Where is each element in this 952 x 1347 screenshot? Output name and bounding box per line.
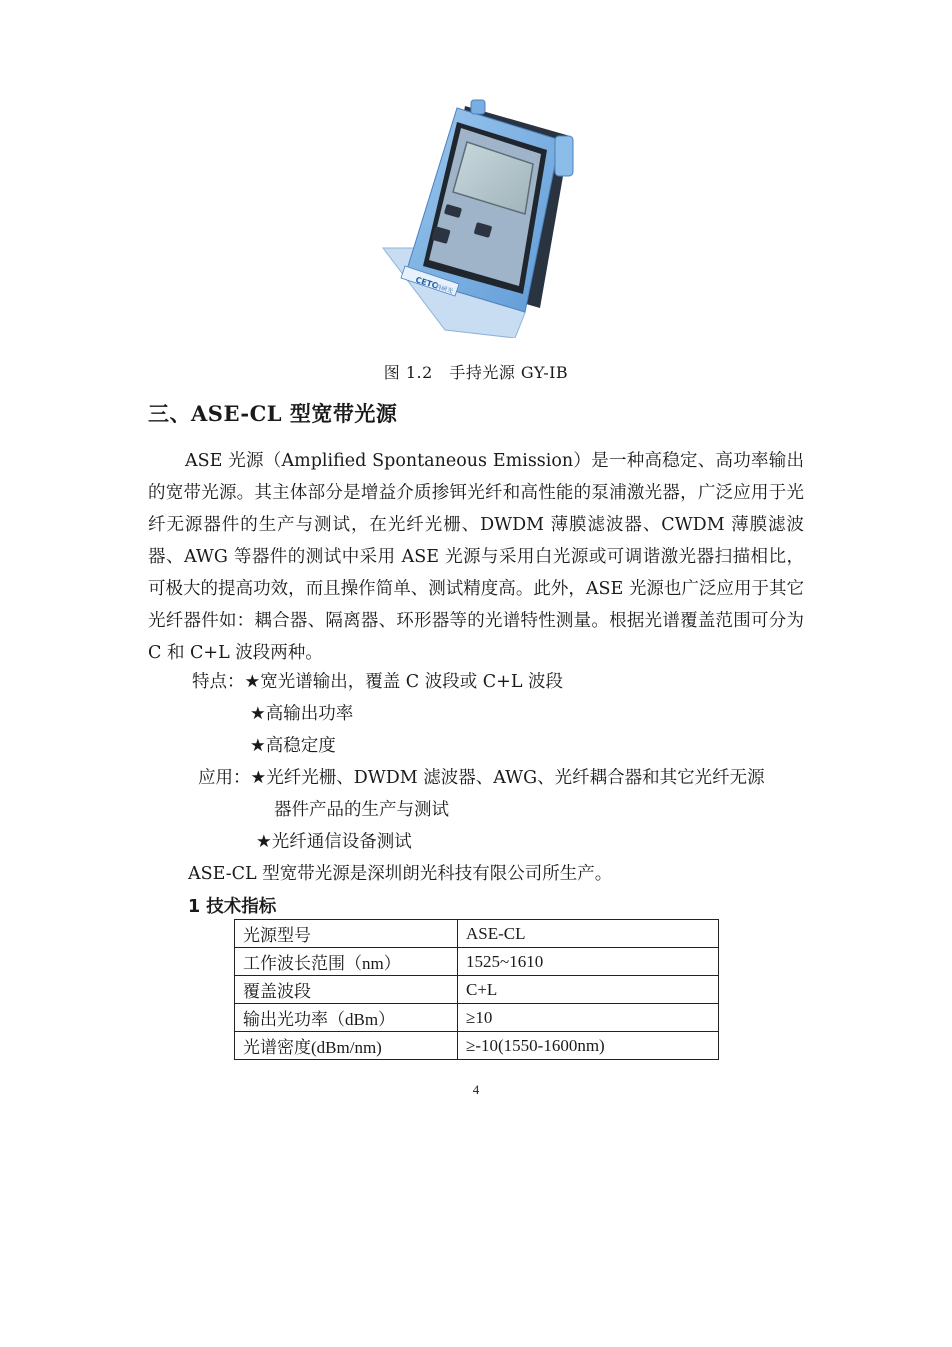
intro-paragraph: ASE 光源（Amplified Spontaneous Emission）是一种高稳定、高功率输出的宽带光源。其主体部分是增益介质掺铒光纤和高性能的泵浦激光器，广泛应用于光纤无源器件的生产与测试，在光纤光栅、DWDM 薄膜滤波器、CWDM 薄膜滤波器、AWG 等器件的测试中采用 ASE 光源与采用白光源或可调谐激光器扫描相比，可极大的提高功效，而且操作简单、测试精度高。此外，ASE 光源也广泛应用于其它光纤器件如：耦合器、隔离器、环形器等的光谱特性测量。根据光谱覆盖范围可分为 C 和 C+L 波段两种。 xyxy=(148,451,804,663)
spec-label: 覆盖波段 xyxy=(235,976,458,1004)
applications-line-1 xyxy=(198,762,765,794)
spec-label: 工作波长范围（nm） xyxy=(235,948,458,976)
spec-value: C+L xyxy=(458,976,719,1004)
spec-value: ≥10 xyxy=(458,1004,719,1032)
features-line-3 xyxy=(250,730,336,762)
specs-heading: 1 技术指标 xyxy=(188,897,277,917)
manufacturer-note: ASE-CL 型宽带光源是深圳朗光科技有限公司所生产。 xyxy=(188,864,613,884)
star-icon: ★ xyxy=(256,832,272,852)
feature-item: 高输出功率 xyxy=(265,704,354,724)
applications-label: 应用： xyxy=(198,768,251,788)
application-item: 光纤通信设备测试 xyxy=(271,832,412,852)
table-row xyxy=(235,1004,719,1032)
device-photo xyxy=(375,98,580,338)
feature-item: 高稳定度 xyxy=(265,736,336,756)
features-label: 特点： xyxy=(192,672,245,692)
star-icon: ★ xyxy=(250,736,266,756)
spec-value: 1525~1610 xyxy=(458,948,719,976)
table-row xyxy=(235,920,719,948)
star-icon: ★ xyxy=(250,704,266,724)
figure-caption: 图 1.2 手持光源 GY-IB xyxy=(383,363,569,382)
table-row xyxy=(235,1032,719,1060)
specs-table xyxy=(234,919,719,1060)
application-item: 光纤光栅、DWDM 滤波器、AWG、光纤耦合器和其它光纤无源 xyxy=(266,768,765,788)
star-icon: ★ xyxy=(250,768,267,788)
features-line-2 xyxy=(250,698,353,730)
spec-value: ≥-10(1550-1600nm) xyxy=(458,1032,719,1060)
table-row xyxy=(235,948,719,976)
application-item: 器件产品的生产与测试 xyxy=(274,800,449,820)
device-logo-cn: 科研光 xyxy=(434,283,454,296)
page-number: 4 xyxy=(472,1082,480,1097)
feature-item: 宽光谱输出，覆盖 C 波段或 C+L 波段 xyxy=(260,672,564,692)
star-icon: ★ xyxy=(244,672,261,692)
spec-label: 光谱密度(dBm/nm) xyxy=(235,1032,458,1060)
applications-line-2 xyxy=(274,794,449,826)
spec-label: 光源型号 xyxy=(235,920,458,948)
spec-label: 输出光功率（dBm） xyxy=(235,1004,458,1032)
table-row xyxy=(235,976,719,1004)
features-line-1 xyxy=(192,666,563,698)
applications-line-3 xyxy=(256,826,412,858)
device-logo: CETC xyxy=(414,275,439,291)
section-heading: 三、ASE-CL 型宽带光源 xyxy=(148,401,398,426)
spec-value: ASE-CL xyxy=(458,920,719,948)
